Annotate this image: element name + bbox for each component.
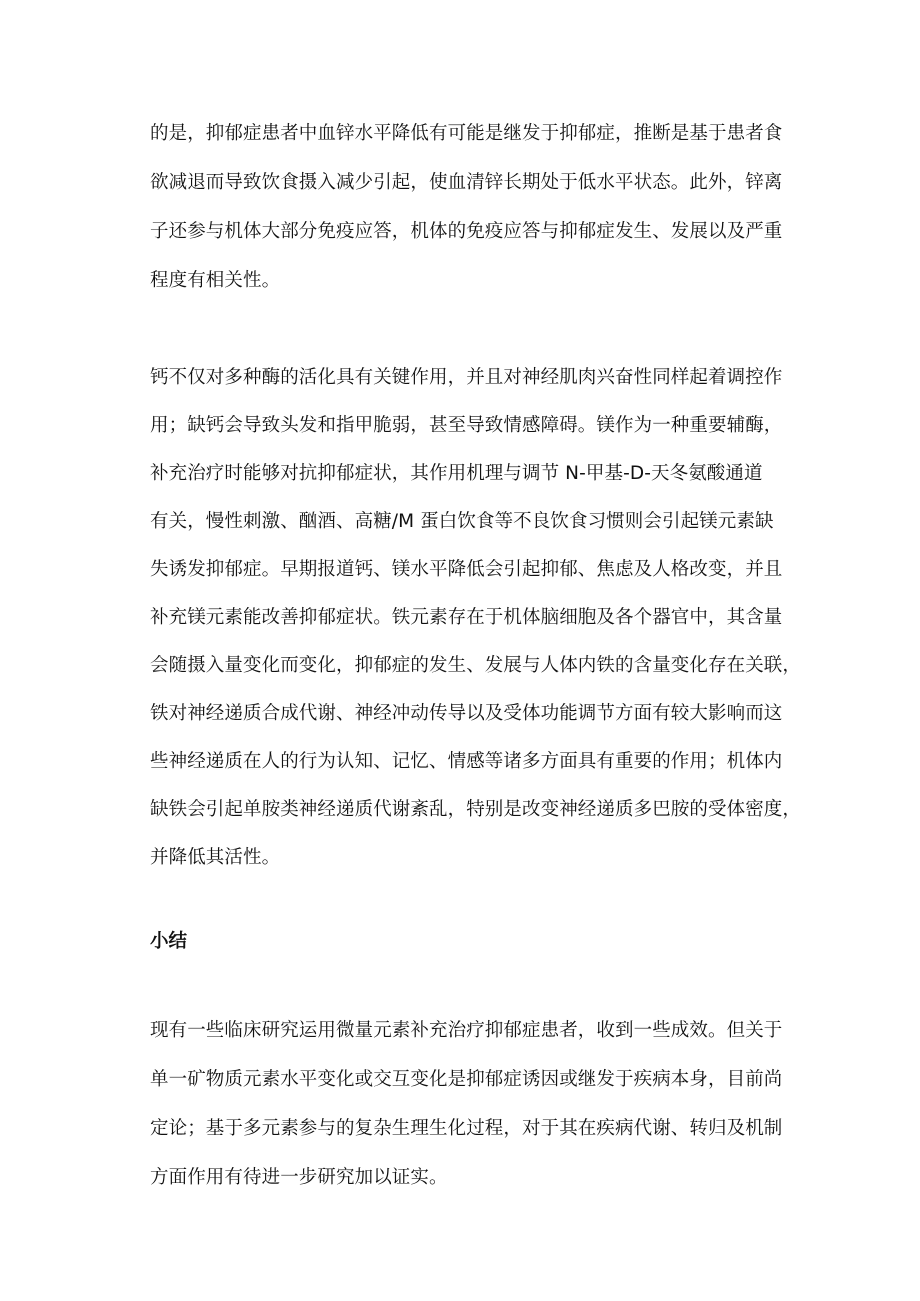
text-line: 子还参与机体大部分免疫应答，机体的免疫应答与抑郁症发生、发展以及严重 xyxy=(150,221,783,242)
section-heading: 小结 xyxy=(150,931,188,952)
text-line: 失诱发抑郁症。早期报道钙、镁水平降低会引起抑郁、焦虑及人格改变，并且 xyxy=(150,559,783,580)
text-line: 会随摄入量变化而变化，抑郁症的发生、发展与人体内铁的含量变化存在关联， xyxy=(150,655,802,676)
text-line: 单一矿物质元素水平变化或交互变化是抑郁症诱因或继发于疾病本身，目前尚 xyxy=(150,1069,783,1090)
text-line: 现有一些临床研究运用微量元素补充治疗抑郁症患者，收到一些成效。但关于 xyxy=(150,1020,783,1041)
text-line: 程度有相关性。 xyxy=(150,270,281,291)
text-line: 补充镁元素能改善抑郁症状。铁元素存在于机体脑细胞及各个器官中，其含量 xyxy=(150,607,783,628)
text-line: 缺铁会引起单胺类神经递质代谢紊乱，特别是改变神经递质多巴胺的受体密度， xyxy=(150,799,802,820)
text-line: 钙不仅对多种酶的活化具有关键作用，并且对神经肌肉兴奋性同样起着调控作 xyxy=(150,367,783,388)
text-line: 方面作用有待进一步研究加以证实。 xyxy=(150,1167,448,1188)
text-line: 有关，慢性刺激、酗酒、高糖/M 蛋白饮食等不良饮食习惯则会引起镁元素缺 xyxy=(150,511,774,532)
text-line: 铁对神经递质合成代谢、神经冲动传导以及受体功能调节方面有较大影响而这 xyxy=(150,703,783,724)
text-line: 用；缺钙会导致头发和指甲脆弱，甚至导致情感障碍。镁作为一种重要辅酶， xyxy=(150,415,783,436)
text-line: 并降低其活性。 xyxy=(150,847,281,868)
text-line: 欲减退而导致饮食摄入减少引起，使血清锌长期处于低水平状态。此外，锌离 xyxy=(150,172,783,193)
text-line: 些神经递质在人的行为认知、记忆、情感等诸多方面具有重要的作用；机体内 xyxy=(150,751,783,772)
text-line: 定论；基于多元素参与的复杂生理生化过程，对于其在疾病代谢、转归及机制 xyxy=(150,1118,783,1139)
text-line: 的是，抑郁症患者中血锌水平降低有可能是继发于抑郁症，推断是基于患者食 xyxy=(150,123,783,144)
text-line: 补充治疗时能够对抗抑郁症状，其作用机理与调节 N-甲基-D-天冬氨酸通道 xyxy=(150,463,763,484)
